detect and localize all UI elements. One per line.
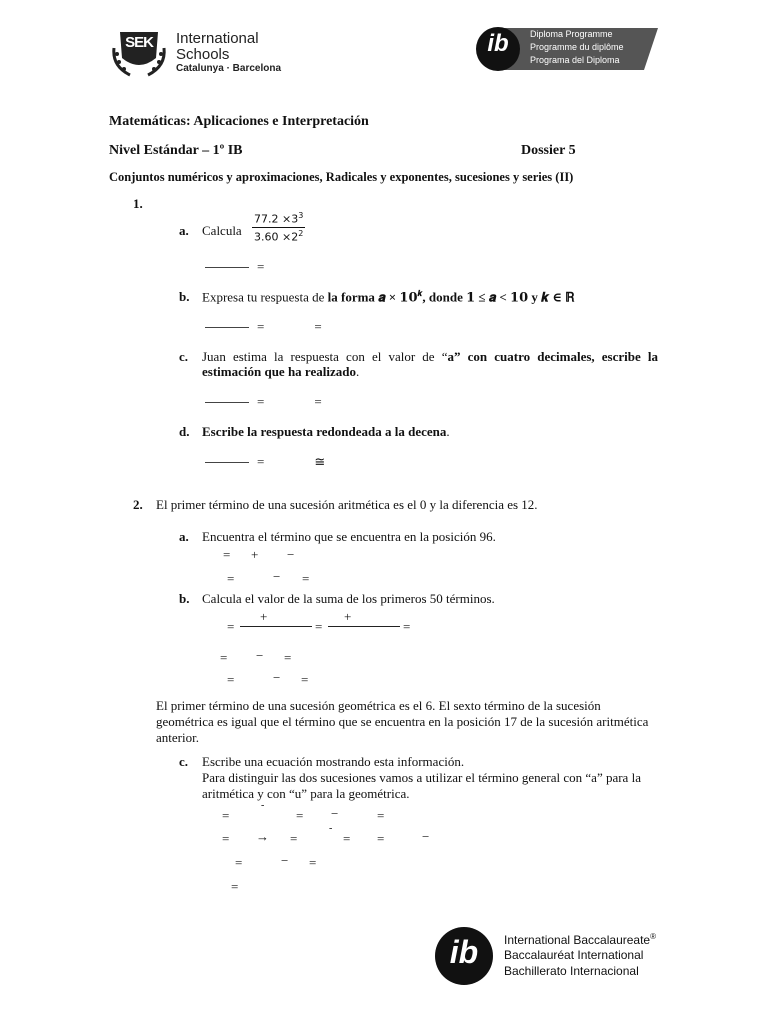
- q2c-row2-arrow: →: [256, 829, 269, 844]
- q1c-equals-2: =: [314, 394, 322, 409]
- q2b-frac2-plus: +: [344, 609, 352, 624]
- q2c-row1-dash: -: [261, 800, 265, 811]
- q2c-row1-minus: −: [331, 806, 339, 821]
- q1a-answer-row: [205, 258, 264, 276]
- q2a-row2-eq2: =: [302, 571, 310, 586]
- q2c-row3-eq2: =: [309, 855, 317, 870]
- q1b-equals-2: =: [314, 319, 322, 334]
- q1a-denominator: $3.60 \times 2^2$: [254, 228, 304, 244]
- q1b-letter: b.: [179, 289, 190, 304]
- topics-line: Conjuntos numéricos y aproximaciones, Radicales y exponentes, sucesiones y series (II): [109, 170, 574, 184]
- q2a-row1-eq: =: [223, 547, 231, 562]
- q2b-frac-eq1: =: [227, 619, 235, 634]
- q2c-text-3: aritmética y con “u” para la geométrica.: [202, 786, 410, 801]
- q1a-equals: =: [257, 259, 265, 274]
- q1d-text: Escribe la respuesta redondeada a la decena.: [202, 424, 450, 439]
- q2b-frac2-bar: [328, 626, 400, 627]
- q1d-equals: =: [257, 454, 265, 469]
- q2b-row2-eq1: =: [220, 650, 228, 665]
- q2b-row3-eq1: =: [227, 672, 235, 687]
- q1a-text: Calcula: [202, 223, 242, 238]
- q1a-fraction-bar: [252, 227, 305, 228]
- q1d-letter: d.: [179, 424, 190, 439]
- q1b-answer-blank[interactable]: [205, 327, 249, 328]
- ib-top-line-1: Diploma Programme: [530, 29, 613, 39]
- q2b-row2-eq2: =: [284, 650, 292, 665]
- q2c-row2-dash: -: [329, 823, 333, 834]
- q2b-row3-eq2: =: [301, 672, 309, 687]
- q2b-letter: b.: [179, 591, 190, 606]
- q2c-row3-minus: −: [281, 853, 289, 868]
- dossier-label: Dossier 5: [521, 143, 576, 158]
- q2c-row2-eq1: =: [222, 831, 230, 846]
- q2a-row1-plus: +: [251, 547, 259, 562]
- q2a-row1-minus: −: [287, 547, 295, 562]
- q2c-row1-eq1: =: [222, 808, 230, 823]
- q1a-answer-blank[interactable]: [205, 267, 249, 268]
- q2c-row2-eq4: =: [377, 831, 385, 846]
- q2b-frac-eq2: =: [315, 619, 323, 634]
- q2-number: 2.: [133, 497, 143, 512]
- sek-line-1: International: [176, 30, 259, 47]
- q1c-text: Juan estima la respuesta con el valor de “a” con cuatro decimales, escribe la estimación que ha realizado.: [202, 349, 659, 379]
- q2c-text-1: Escribe una ecuación mostrando esta información.: [202, 754, 465, 769]
- q1a-fraction: [252, 211, 305, 243]
- q1-number: 1.: [133, 196, 143, 211]
- sek-line-2: Schools: [176, 46, 230, 63]
- q2b-frac1-bar: [240, 626, 312, 627]
- q2a-row2-eq1: =: [227, 571, 235, 586]
- q2a-text: Encuentra el término que se encuentra en la posición 96.: [202, 529, 496, 544]
- q1a-numerator: $77.2 \times 3^3$: [254, 211, 304, 226]
- q2b-row2-minus: −: [256, 648, 264, 663]
- q2c-row1-eq3: =: [377, 808, 385, 823]
- q1d-answer-row: [205, 453, 325, 471]
- q1b-text: Expresa tu respuesta de la forma 𝒂 × $𝟏𝟎^𝒌$, donde 𝟏 ≤ 𝒂 < 𝟏𝟎 y 𝒌 ∈ ℝ: [202, 289, 575, 305]
- q1b-equals-1: =: [257, 319, 265, 334]
- q2a-letter: a.: [179, 529, 189, 544]
- q2-geo-intro-1: El primer término de una sucesión geométrica es el 6. El sexto término de la sucesión: [156, 698, 601, 713]
- sek-logo: [110, 28, 280, 80]
- q2b-frac1-plus: +: [260, 609, 268, 624]
- ib-top-line-2: Programme du diplôme: [530, 42, 624, 52]
- ib-footer-line-3: Bachillerato Internacional: [504, 964, 639, 978]
- ib-top-line-3: Programa del Diploma: [530, 55, 620, 65]
- q2-intro: El primer término de una sucesión aritmética es el 0 y la diferencia es 12.: [156, 497, 538, 512]
- ib-footer-line-2: Baccalauréat International: [504, 948, 644, 962]
- q1c-letter: c.: [179, 349, 189, 364]
- q1c-answer-blank[interactable]: [205, 402, 249, 403]
- page-title: Matemáticas: Aplicaciones e Interpretación: [109, 114, 369, 129]
- q2b-row3-minus: −: [273, 670, 281, 685]
- sek-line-3: Catalunya · Barcelona: [176, 63, 282, 74]
- q1c-equals-1: =: [257, 394, 265, 409]
- ib-footer-logo: [434, 926, 664, 986]
- q2c-text-2: Para distinguir las dos sucesiones vamos a utilizar el término general con “a” para la: [202, 770, 641, 785]
- q2-geo-intro-2: geométrica es igual que el término que se encuentra en la posición 17 de la sucesión aritmética: [156, 714, 649, 729]
- ib-footer-line-1: International Baccalaureate®: [504, 932, 657, 947]
- q1d-approx: ≅: [314, 454, 326, 469]
- q2c-row2-eq3: =: [343, 831, 351, 846]
- ib-mark-bottom: ib: [449, 934, 479, 970]
- q2c-row3-eq1: =: [235, 855, 243, 870]
- sek-badge-text: SEK: [125, 34, 153, 51]
- q2c-row1-eq2: =: [296, 808, 304, 823]
- q2c-row2-eq2: =: [290, 831, 298, 846]
- q2c-row4-eq: =: [231, 879, 239, 894]
- q1a-letter: a.: [179, 223, 189, 238]
- q2a-row2-minus: −: [273, 569, 281, 584]
- q2c-letter: c.: [179, 754, 189, 769]
- course-level: Nivel Estándar – 1º IB: [109, 143, 243, 158]
- q2b-frac-eq3: =: [403, 619, 411, 634]
- q1b-answer-row: [205, 318, 322, 336]
- q2-geo-intro-3: anterior.: [156, 730, 199, 745]
- q2c-row2-minus: −: [422, 829, 430, 844]
- ib-mark-top: ib: [487, 30, 509, 57]
- q1d-answer-blank[interactable]: [205, 462, 249, 463]
- q1c-answer-row: [205, 393, 322, 411]
- q2b-text: Calcula el valor de la suma de los primeros 50 términos.: [202, 591, 495, 606]
- ib-diploma-logo: [474, 26, 658, 72]
